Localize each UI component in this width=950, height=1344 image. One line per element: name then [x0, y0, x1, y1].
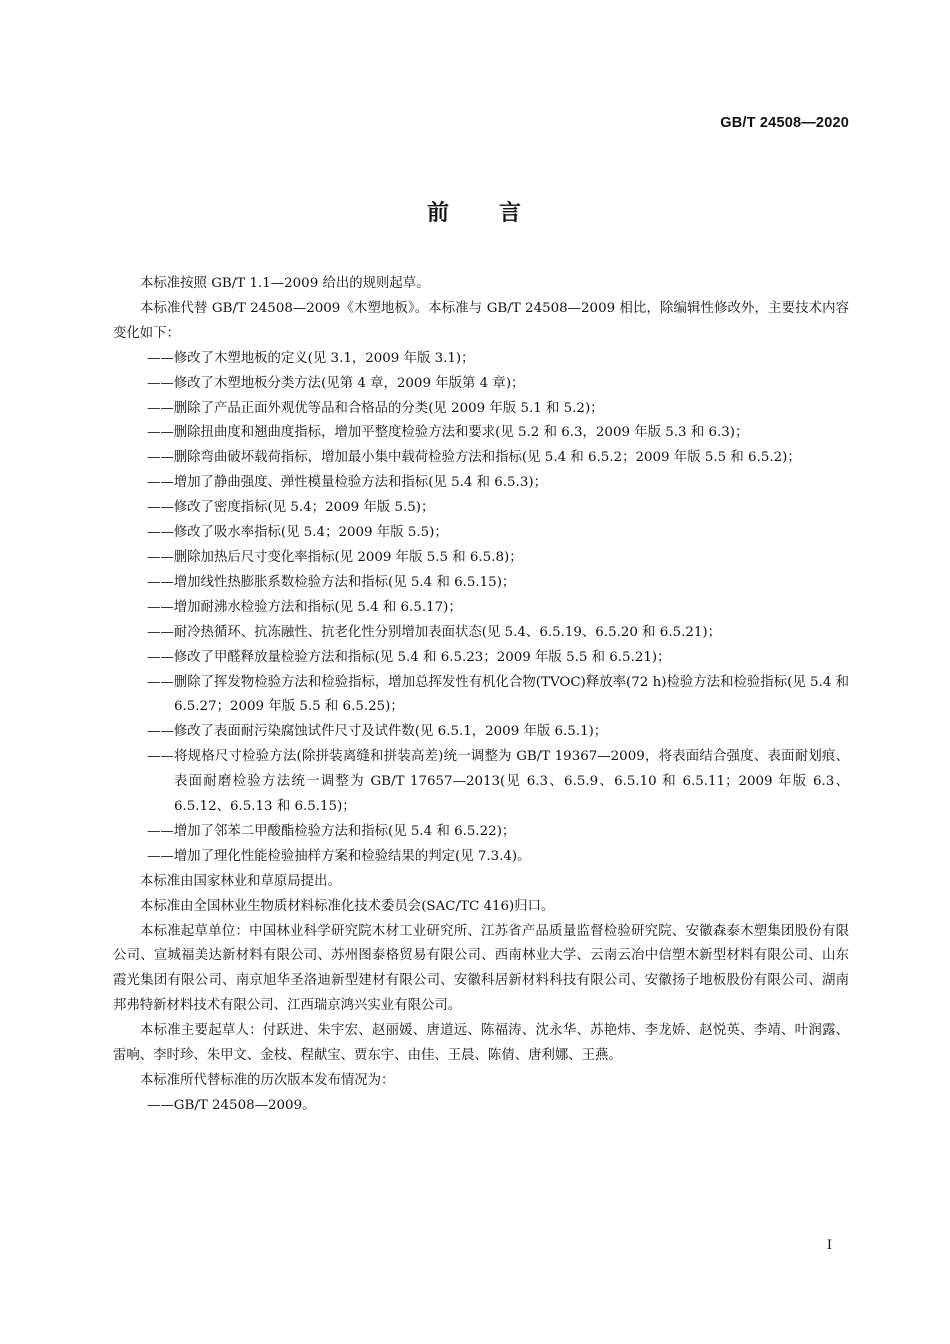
list-item: ——修改了密度指标(见 5.4；2009 年版 5.5)； — [147, 500, 435, 516]
paragraph-committee: 本标准由全国林业生物质材料标准化技术委员会(SAC/TC 416)归口。 — [140, 898, 555, 914]
paragraph-proposer: 本标准由国家林业和草原局提出。 — [140, 873, 341, 889]
list-item: ——删除了产品正面外观优等品和合格品的分类(见 2009 年版 5.1 和 5.2)； — [147, 400, 604, 416]
page-number: I — [826, 1238, 832, 1253]
list-item: ——修改了表面耐污染腐蚀试件尺寸及试件数(见 6.5.1，2009 年版 6.5.1)； — [147, 724, 608, 740]
paragraph-drafting-rules: 本标准按照 GB/T 1.1—2009 给出的规则起草。 — [140, 276, 430, 291]
title-char-2: 言 — [499, 201, 524, 226]
standard-code: GB/T 24508—2020 — [720, 115, 849, 131]
list-item: ——增加了静曲强度、弹性模量检验方法和指标(见 5.4 和 6.5.3)； — [147, 475, 547, 491]
list-item: ——删除扭曲度和翘曲度指标，增加平整度检验方法和要求(见 5.2 和 6.3，2009 年版 5.3 和 6.3)； — [147, 425, 749, 441]
title-char-1: 前 — [426, 201, 451, 226]
list-item: ——修改了木塑地板分类方法(见第 4 章，2009 年版第 4 章)； — [147, 375, 525, 391]
paragraph-drafters: 本标准主要起草人：付跃进、朱宇宏、赵丽媛、唐道远、陈福涛、沈永华、苏艳炜、李龙娇、赵悦英、李靖、叶润露、雷响、李时珍、朱甲文、金枝、程献宝、贾东宇、由佳、王晨、陈倩、唐利娜、王燕。 — [113, 1023, 849, 1064]
page-title — [0, 196, 950, 227]
previous-edition-item: ——GB/T 24508—2009。 — [147, 1097, 316, 1113]
list-item: ——增加了理化性能检验抽样方案和检验结果的判定(见 7.3.4)。 — [147, 848, 531, 864]
list-item: ——耐冷热循环、抗冻融性、抗老化性分别增加表面状态(见 5.4、6.5.19、6.5.20 和 6.5.21)； — [147, 624, 722, 640]
list-item: ——增加耐沸水检验方法和指标(见 5.4 和 6.5.17)； — [147, 599, 462, 615]
list-item: ——增加了邻苯二甲酸酯检验方法和指标(见 5.4 和 6.5.22)； — [147, 823, 516, 839]
list-item: ——增加线性热膨胀系数检验方法和指标(见 5.4 和 6.5.15)； — [147, 574, 516, 590]
list-item: ——修改了木塑地板的定义(见 3.1，2009 年版 3.1)； — [147, 350, 475, 366]
paragraph-drafting-units: 本标准起草单位：中国林业科学研究院木材工业研究所、江苏省产品质量监督检验研究院、安徽森泰木塑集团股份有限公司、宣城福美达新材料有限公司、苏州图泰格贸易有限公司、西南林业大学、云南云冶中信塑木新型材料有限公司、山东霞光集团有限公司、南京旭华圣洛迪新型建材有限公司、安徽科居新材料科技有限公司、安徽扬子地板股份有限公司、湖南邦弗特新材料技术有限公司、江西瑞京鸿兴实业有限公司。 — [113, 923, 849, 1014]
list-item: ——修改了甲醛释放量检验方法和指标(见 5.4 和 6.5.23；2009 年版 5.5 和 6.5.21)； — [147, 649, 671, 665]
paragraph-editions-intro: 本标准所代替标准的历次版本发布情况为： — [140, 1073, 395, 1088]
list-item: ——删除加热后尺寸变化率指标(见 2009 年版 5.5 和 6.5.8)； — [147, 549, 523, 565]
changes-list — [113, 347, 849, 870]
list-item: ——修改了吸水率指标(见 5.4；2009 年版 5.5)； — [147, 525, 448, 541]
list-item: ——删除了挥发物检验方法和检验指标，增加总挥发性有机化合物(TVOC)释放率(72 h)检验方法和检验指标(见 5.4 和 6.5.27；2009 年版 5.5 和 6.5.25)； — [147, 674, 849, 715]
list-item: ——删除弯曲破坏载荷指标，增加最小集中载荷检验方法和指标(见 5.4 和 6.5.2；2009 年版 5.5 和 6.5.2)； — [147, 450, 801, 466]
paragraph-replacement: 本标准代替 GB/T 24508—2009《木塑地板》。本标准与 GB/T 24508—2009 相比，除编辑性修改外，主要技术内容变化如下： — [113, 300, 849, 341]
list-item: ——将规格尺寸检验方法(除拼装离缝和拼装高差)统一调整为 GB/T 19367—2009，将表面结合强度、表面耐划痕、表面耐磨检验方法统一调整为 GB/T 17657—2013(见 6.3、6.5.9、6.5.10 和 6.5.11；2009 年版 6.3、6.5.12、6.5.13 和 6.5.15)； — [147, 749, 849, 815]
preface-body — [113, 272, 849, 1119]
